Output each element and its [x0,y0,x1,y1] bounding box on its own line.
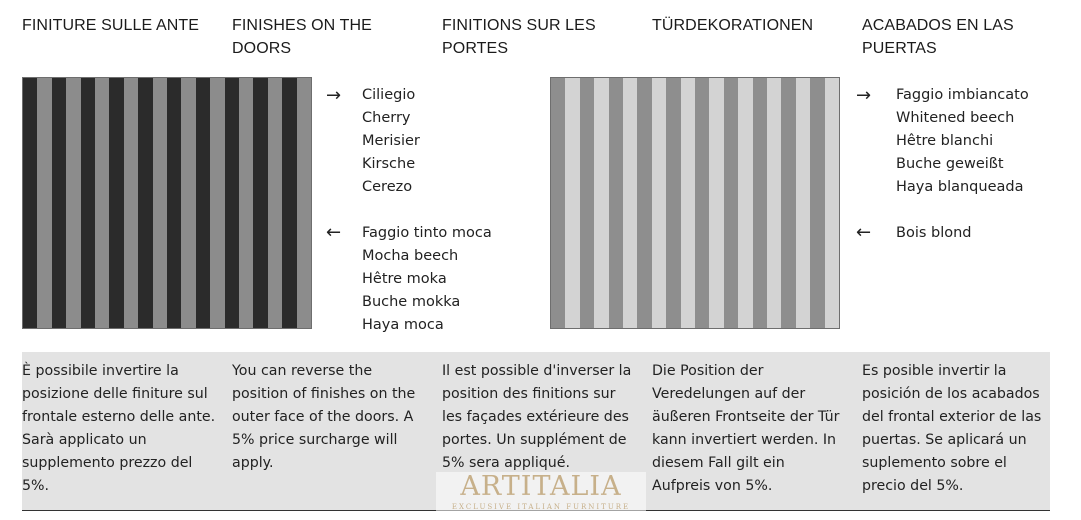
finish-name: Faggio imbiancato [896,87,1029,103]
finish-stripe [594,78,609,328]
light-finish-swatch [550,77,840,329]
finish-list-whitened-beech [896,84,1029,199]
arrow-left-icon: ← [856,222,872,243]
dark-finish-swatch [22,77,312,329]
arrow-right-icon: → [326,85,342,106]
artitalia-watermark [436,472,646,516]
finish-stripe [695,78,710,328]
finish-stripe [124,78,139,328]
finish-stripe [23,78,38,328]
finish-stripe [652,78,667,328]
finish-stripe [109,78,124,328]
finish-name: Hêtre moka [362,271,447,287]
finish-stripe [781,78,796,328]
finish-name: Ciliegio [362,87,416,103]
finish-stripe [767,78,782,328]
note-english: You can reverse the position of finishes on the outer face of the doors. A 5% price surcharge will apply. [232,363,416,471]
finish-name: Cerezo [362,179,413,195]
finish-list-mocha-beech [362,222,492,337]
finish-name: Cherry [362,110,411,126]
finish-stripe [666,78,681,328]
header-german: TÜRDEKORATIONEN [652,17,814,34]
arrow-right-icon: → [856,85,872,106]
note-german: Die Position der Veredelungen auf der äußeren Frontseite der Tür kann invertiert werden. In diesem Fall gilt ein Aufpreis von 5%. [652,363,840,494]
finish-list-bois-blond [896,222,972,245]
finish-stripe [37,78,52,328]
finish-stripe [239,78,254,328]
finish-stripe [297,78,312,328]
finish-name: Mocha beech [362,248,459,264]
finish-stripe [796,78,811,328]
finish-stripe [52,78,67,328]
finish-stripe [196,78,211,328]
note-spanish: Es posible invertir la posición de los acabados del frontal exterior de las puertas. Se aplicará un suplemento sobre el precio del 5%. [862,363,1042,494]
finish-stripe [738,78,753,328]
finish-stripe [565,78,580,328]
finish-name: Whitened beech [896,110,1015,126]
finish-name: Merisier [362,133,420,149]
finish-name: Faggio tinto moca [362,225,492,241]
finish-stripe [95,78,110,328]
header-french: FINITIONS SUR LES PORTES [442,17,596,57]
finish-name: Bois blond [896,225,972,241]
finish-stripe [66,78,81,328]
finish-stripe [709,78,724,328]
header-english: FINISHES ON THE DOORS [232,17,372,57]
finish-stripe [167,78,182,328]
finish-stripe [253,78,268,328]
note-italian: È possibile invertire la posizione delle finiture sul frontale esterno delle ante. Sarà applicato un supplemento prezzo del 5%. [22,363,216,494]
finish-stripe [225,78,240,328]
finish-stripe [623,78,638,328]
watermark-tagline: EXCLUSIVE ITALIAN FURNITURE [451,503,631,511]
finish-stripe [153,78,168,328]
finish-name: Haya blanqueada [896,179,1024,195]
finish-stripe [753,78,768,328]
header-italian: FINITURE SULLE ANTE [22,17,200,34]
watermark-logo: ARTITALIA [460,471,622,502]
finish-stripe [81,78,96,328]
note-french: Il est possible d'inverser la position des finitions sur les façades extérieure des portes. Un supplément de 5% sera appliqué. [442,363,632,471]
finish-stripe [282,78,297,328]
finish-stripe [138,78,153,328]
finish-stripe [609,78,624,328]
header-spanish: ACABADOS EN LAS PUERTAS [862,17,1014,57]
finish-list-cherry [362,84,420,199]
finish-stripe [637,78,652,328]
arrow-left-icon: ← [326,222,342,243]
finish-stripe [268,78,283,328]
finish-stripe [210,78,225,328]
finish-name: Haya moca [362,317,444,333]
finish-name: Buche geweißt [896,156,1004,172]
finish-stripe [181,78,196,328]
finish-name: Hêtre blanchi [896,133,994,149]
finish-name: Kirsche [362,156,416,172]
finish-stripe [810,78,825,328]
finish-stripe [825,78,840,328]
finish-stripe [551,78,566,328]
finish-stripe [724,78,739,328]
finish-stripe [681,78,696,328]
finish-name: Buche mokka [362,294,461,310]
finish-stripe [580,78,595,328]
